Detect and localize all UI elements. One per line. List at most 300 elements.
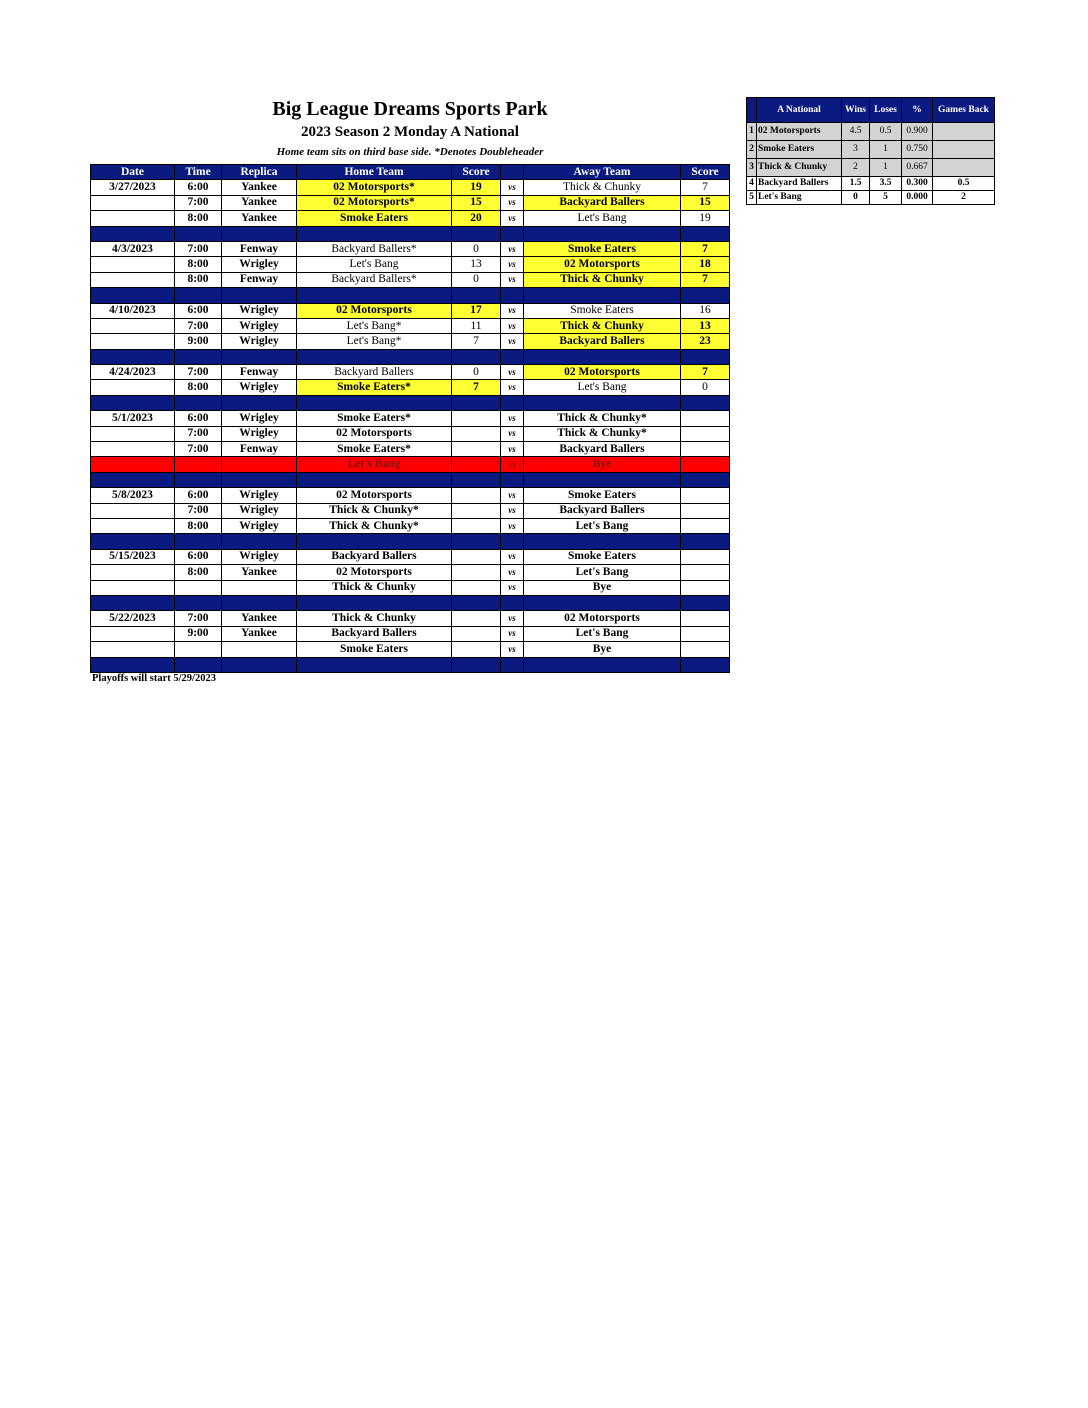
team-wins: 4.5 <box>842 123 870 141</box>
vs-label: vs <box>501 195 524 210</box>
week-separator-row <box>91 349 730 364</box>
game-date: 4/10/2023 <box>91 303 175 318</box>
game-row <box>91 457 730 472</box>
game-field: Yankee <box>222 626 297 641</box>
separator-cell <box>452 288 501 303</box>
standings-header-rank <box>747 98 757 123</box>
game-row <box>91 180 730 195</box>
game-field: Wrigley <box>222 518 297 533</box>
team-loses: 0.5 <box>870 123 902 141</box>
separator-cell <box>452 349 501 364</box>
vs-label: vs <box>501 380 524 395</box>
playoffs-note: Playoffs will start 5/29/2023 <box>92 673 216 684</box>
game-date <box>91 457 175 472</box>
away-team: Backyard Ballers <box>524 503 681 518</box>
game-field: Yankee <box>222 611 297 626</box>
game-row <box>91 565 730 580</box>
home-score: 0 <box>452 272 501 287</box>
home-team: Thick & Chunky <box>297 611 452 626</box>
game-row <box>91 580 730 595</box>
game-time: 8:00 <box>175 565 222 580</box>
game-date: 5/1/2023 <box>91 411 175 426</box>
separator-cell <box>452 657 501 672</box>
home-score <box>452 488 501 503</box>
team-pct: 0.667 <box>902 159 933 177</box>
game-field: Wrigley <box>222 488 297 503</box>
game-row <box>91 334 730 349</box>
game-field: Wrigley <box>222 257 297 272</box>
home-team: Let's Bang* <box>297 334 452 349</box>
game-time: 7:00 <box>175 318 222 333</box>
col-header-time: Time <box>175 165 222 180</box>
game-time: 7:00 <box>175 611 222 626</box>
game-time: 9:00 <box>175 626 222 641</box>
team-rank: 3 <box>747 159 757 177</box>
separator-cell <box>222 657 297 672</box>
away-score <box>681 518 730 533</box>
vs-label: vs <box>501 488 524 503</box>
game-date <box>91 626 175 641</box>
team-name: Let's Bang <box>757 191 842 205</box>
team-name: Smoke Eaters <box>757 141 842 159</box>
game-field: Wrigley <box>222 426 297 441</box>
away-team: Let's Bang <box>524 626 681 641</box>
game-date <box>91 195 175 210</box>
week-separator-row <box>91 472 730 487</box>
game-row <box>91 241 730 256</box>
away-team: Smoke Eaters <box>524 241 681 256</box>
separator-cell <box>681 472 730 487</box>
game-date: 5/15/2023 <box>91 549 175 564</box>
vs-label: vs <box>501 211 524 226</box>
separator-cell <box>681 534 730 549</box>
team-loses: 1 <box>870 159 902 177</box>
game-row <box>91 303 730 318</box>
standings-row <box>747 177 995 191</box>
team-games-back: 2 <box>933 191 995 205</box>
vs-label: vs <box>501 503 524 518</box>
separator-cell <box>297 226 452 241</box>
away-score <box>681 411 730 426</box>
separator-cell <box>297 395 452 410</box>
away-team: Thick & Chunky <box>524 180 681 195</box>
game-date <box>91 257 175 272</box>
away-team: Thick & Chunky <box>524 318 681 333</box>
game-field: Fenway <box>222 365 297 380</box>
separator-cell <box>91 472 175 487</box>
home-team: Thick & Chunky* <box>297 503 452 518</box>
standings-header-games-back: Games Back <box>933 98 995 123</box>
team-name: Thick & Chunky <box>757 159 842 177</box>
home-score: 7 <box>452 380 501 395</box>
away-score: 16 <box>681 303 730 318</box>
separator-cell <box>501 534 524 549</box>
separator-cell <box>501 595 524 610</box>
home-team: 02 Motorsports <box>297 488 452 503</box>
game-field: Wrigley <box>222 503 297 518</box>
game-time: 8:00 <box>175 380 222 395</box>
away-team: Bye <box>524 457 681 472</box>
home-team: Backyard Ballers <box>297 365 452 380</box>
vs-label: vs <box>501 442 524 457</box>
week-separator-row <box>91 226 730 241</box>
vs-label: vs <box>501 318 524 333</box>
separator-cell <box>175 595 222 610</box>
separator-cell <box>175 226 222 241</box>
away-team: Let's Bang <box>524 380 681 395</box>
separator-cell <box>524 472 681 487</box>
separator-cell <box>222 534 297 549</box>
separator-cell <box>297 534 452 549</box>
team-wins: 1.5 <box>842 177 870 191</box>
team-games-back <box>933 123 995 141</box>
game-date <box>91 642 175 657</box>
home-team: 02 Motorsports <box>297 303 452 318</box>
separator-cell <box>681 657 730 672</box>
separator-cell <box>501 657 524 672</box>
game-date <box>91 211 175 226</box>
home-score <box>452 549 501 564</box>
game-date <box>91 334 175 349</box>
game-field: Wrigley <box>222 334 297 349</box>
home-score <box>452 611 501 626</box>
game-time <box>175 642 222 657</box>
game-time: 6:00 <box>175 180 222 195</box>
away-team: Smoke Eaters <box>524 549 681 564</box>
col-header-home-team: Home Team <box>297 165 452 180</box>
game-time <box>175 457 222 472</box>
standings-header-loses: Loses <box>870 98 902 123</box>
separator-cell <box>524 657 681 672</box>
game-row <box>91 626 730 641</box>
game-field <box>222 457 297 472</box>
away-score: 7 <box>681 365 730 380</box>
game-field: Yankee <box>222 180 297 195</box>
standings-header-pct: % <box>902 98 933 123</box>
standings-table <box>746 97 995 205</box>
separator-cell <box>681 595 730 610</box>
vs-label: vs <box>501 549 524 564</box>
team-loses: 3.5 <box>870 177 902 191</box>
separator-cell <box>222 472 297 487</box>
away-team: Backyard Ballers <box>524 442 681 457</box>
away-team: Thick & Chunky* <box>524 426 681 441</box>
game-time: 8:00 <box>175 211 222 226</box>
home-team: Thick & Chunky* <box>297 518 452 533</box>
home-team: Smoke Eaters* <box>297 442 452 457</box>
standings-row <box>747 141 995 159</box>
game-time: 8:00 <box>175 257 222 272</box>
game-date: 4/3/2023 <box>91 241 175 256</box>
game-time: 7:00 <box>175 195 222 210</box>
home-team: Let's Bang* <box>297 318 452 333</box>
separator-cell <box>91 395 175 410</box>
game-date <box>91 442 175 457</box>
game-row <box>91 488 730 503</box>
separator-cell <box>91 226 175 241</box>
standings-row <box>747 123 995 141</box>
away-score <box>681 580 730 595</box>
separator-cell <box>91 657 175 672</box>
home-score <box>452 426 501 441</box>
away-score: 15 <box>681 195 730 210</box>
separator-cell <box>297 595 452 610</box>
game-time: 7:00 <box>175 365 222 380</box>
away-team: Let's Bang <box>524 565 681 580</box>
game-date <box>91 518 175 533</box>
home-score: 0 <box>452 241 501 256</box>
vs-label: vs <box>501 642 524 657</box>
vs-label: vs <box>501 272 524 287</box>
col-header-replica: Replica <box>222 165 297 180</box>
home-score: 11 <box>452 318 501 333</box>
team-name: 02 Motorsports <box>757 123 842 141</box>
team-rank: 5 <box>747 191 757 205</box>
separator-cell <box>524 226 681 241</box>
vs-label: vs <box>501 565 524 580</box>
home-score: 15 <box>452 195 501 210</box>
separator-cell <box>524 534 681 549</box>
away-score <box>681 426 730 441</box>
col-header-away-team: Away Team <box>524 165 681 180</box>
separator-cell <box>681 395 730 410</box>
home-team: Thick & Chunky <box>297 580 452 595</box>
home-team: Backyard Ballers* <box>297 272 452 287</box>
game-date: 5/22/2023 <box>91 611 175 626</box>
separator-cell <box>452 534 501 549</box>
separator-cell <box>175 472 222 487</box>
separator-cell <box>452 472 501 487</box>
week-separator-row <box>91 595 730 610</box>
game-row <box>91 549 730 564</box>
separator-cell <box>91 349 175 364</box>
game-row <box>91 518 730 533</box>
page-subtitle: 2023 Season 2 Monday A National <box>301 124 519 140</box>
separator-cell <box>222 595 297 610</box>
away-score: 7 <box>681 241 730 256</box>
game-field <box>222 642 297 657</box>
home-team: 02 Motorsports* <box>297 195 452 210</box>
away-score <box>681 565 730 580</box>
vs-label: vs <box>501 457 524 472</box>
game-field: Wrigley <box>222 303 297 318</box>
vs-label: vs <box>501 303 524 318</box>
game-field: Wrigley <box>222 318 297 333</box>
home-team: 02 Motorsports <box>297 565 452 580</box>
game-field: Yankee <box>222 195 297 210</box>
separator-cell <box>452 595 501 610</box>
col-header-home-score: Score <box>452 165 501 180</box>
separator-cell <box>222 288 297 303</box>
game-field: Yankee <box>222 211 297 226</box>
separator-cell <box>524 395 681 410</box>
standings-body <box>747 123 995 205</box>
separator-cell <box>175 288 222 303</box>
separator-cell <box>175 395 222 410</box>
game-field: Wrigley <box>222 411 297 426</box>
week-separator-row <box>91 657 730 672</box>
separator-cell <box>501 395 524 410</box>
game-field: Wrigley <box>222 380 297 395</box>
away-score <box>681 626 730 641</box>
game-date: 5/8/2023 <box>91 488 175 503</box>
team-games-back <box>933 159 995 177</box>
vs-label: vs <box>501 626 524 641</box>
separator-cell <box>91 534 175 549</box>
team-wins: 2 <box>842 159 870 177</box>
away-team: 02 Motorsports <box>524 365 681 380</box>
standings-header-wins: Wins <box>842 98 870 123</box>
standings-header-row <box>747 98 995 123</box>
home-team: Backyard Ballers <box>297 549 452 564</box>
game-time: 8:00 <box>175 272 222 287</box>
team-pct: 0.900 <box>902 123 933 141</box>
game-row <box>91 411 730 426</box>
away-team: Bye <box>524 642 681 657</box>
home-score <box>452 626 501 641</box>
away-score: 7 <box>681 272 730 287</box>
game-row <box>91 642 730 657</box>
home-team: Let's Bang <box>297 457 452 472</box>
game-time: 7:00 <box>175 442 222 457</box>
away-team: 02 Motorsports <box>524 611 681 626</box>
standings-row <box>747 159 995 177</box>
col-header-date: Date <box>91 165 175 180</box>
away-team: Let's Bang <box>524 211 681 226</box>
separator-cell <box>524 595 681 610</box>
home-team: Smoke Eaters* <box>297 380 452 395</box>
away-score <box>681 642 730 657</box>
separator-cell <box>524 288 681 303</box>
game-time <box>175 580 222 595</box>
game-time: 6:00 <box>175 303 222 318</box>
home-team: Smoke Eaters <box>297 211 452 226</box>
game-time: 7:00 <box>175 503 222 518</box>
away-score: 23 <box>681 334 730 349</box>
separator-cell <box>297 657 452 672</box>
vs-label: vs <box>501 426 524 441</box>
separator-cell <box>524 349 681 364</box>
vs-label: vs <box>501 518 524 533</box>
game-field: Fenway <box>222 272 297 287</box>
schedule-table <box>90 164 730 673</box>
col-header-away-score: Score <box>681 165 730 180</box>
game-time: 6:00 <box>175 411 222 426</box>
home-score: 7 <box>452 334 501 349</box>
game-time: 8:00 <box>175 518 222 533</box>
home-score: 20 <box>452 211 501 226</box>
away-score <box>681 457 730 472</box>
game-row <box>91 426 730 441</box>
away-team: Smoke Eaters <box>524 303 681 318</box>
team-games-back <box>933 141 995 159</box>
team-name: Backyard Ballers <box>757 177 842 191</box>
vs-label: vs <box>501 257 524 272</box>
game-date <box>91 565 175 580</box>
game-row <box>91 503 730 518</box>
team-wins: 0 <box>842 191 870 205</box>
away-team: 02 Motorsports <box>524 257 681 272</box>
away-score: 0 <box>681 380 730 395</box>
week-separator-row <box>91 534 730 549</box>
home-score: 0 <box>452 365 501 380</box>
game-date <box>91 380 175 395</box>
away-score <box>681 488 730 503</box>
game-date: 3/27/2023 <box>91 180 175 195</box>
game-field: Yankee <box>222 565 297 580</box>
away-score: 19 <box>681 211 730 226</box>
team-wins: 3 <box>842 141 870 159</box>
team-rank: 2 <box>747 141 757 159</box>
away-team: Smoke Eaters <box>524 488 681 503</box>
home-team: Backyard Ballers* <box>297 241 452 256</box>
team-pct: 0.000 <box>902 191 933 205</box>
game-field: Fenway <box>222 241 297 256</box>
page-title: Big League Dreams Sports Park <box>272 98 548 120</box>
standings-row <box>747 191 995 205</box>
game-date: 4/24/2023 <box>91 365 175 380</box>
away-score: 13 <box>681 318 730 333</box>
away-team: Backyard Ballers <box>524 334 681 349</box>
game-row <box>91 318 730 333</box>
away-team: Bye <box>524 580 681 595</box>
separator-cell <box>501 472 524 487</box>
team-games-back: 0.5 <box>933 177 995 191</box>
game-row <box>91 380 730 395</box>
game-date <box>91 318 175 333</box>
vs-label: vs <box>501 611 524 626</box>
team-pct: 0.300 <box>902 177 933 191</box>
away-team: Let's Bang <box>524 518 681 533</box>
game-row <box>91 211 730 226</box>
home-team: Let's Bang <box>297 257 452 272</box>
vs-label: vs <box>501 580 524 595</box>
separator-cell <box>681 349 730 364</box>
away-score: 18 <box>681 257 730 272</box>
separator-cell <box>91 595 175 610</box>
game-row <box>91 272 730 287</box>
home-score <box>452 518 501 533</box>
col-header-vs <box>501 165 524 180</box>
vs-label: vs <box>501 411 524 426</box>
game-field: Wrigley <box>222 549 297 564</box>
schedule-body <box>91 180 730 673</box>
home-score <box>452 503 501 518</box>
separator-cell <box>175 534 222 549</box>
vs-label: vs <box>501 334 524 349</box>
game-time: 6:00 <box>175 549 222 564</box>
team-loses: 1 <box>870 141 902 159</box>
week-separator-row <box>91 288 730 303</box>
home-team: Smoke Eaters* <box>297 411 452 426</box>
schedule-note: Home team sits on third base side. *Denotes Doubleheader <box>276 146 544 158</box>
vs-label: vs <box>501 180 524 195</box>
separator-cell <box>175 657 222 672</box>
team-loses: 5 <box>870 191 902 205</box>
home-score <box>452 580 501 595</box>
separator-cell <box>681 288 730 303</box>
game-field <box>222 580 297 595</box>
away-team: Thick & Chunky <box>524 272 681 287</box>
game-row <box>91 257 730 272</box>
home-team: 02 Motorsports* <box>297 180 452 195</box>
away-score <box>681 442 730 457</box>
game-time: 7:00 <box>175 241 222 256</box>
game-date <box>91 580 175 595</box>
game-date <box>91 426 175 441</box>
separator-cell <box>501 226 524 241</box>
away-score <box>681 611 730 626</box>
